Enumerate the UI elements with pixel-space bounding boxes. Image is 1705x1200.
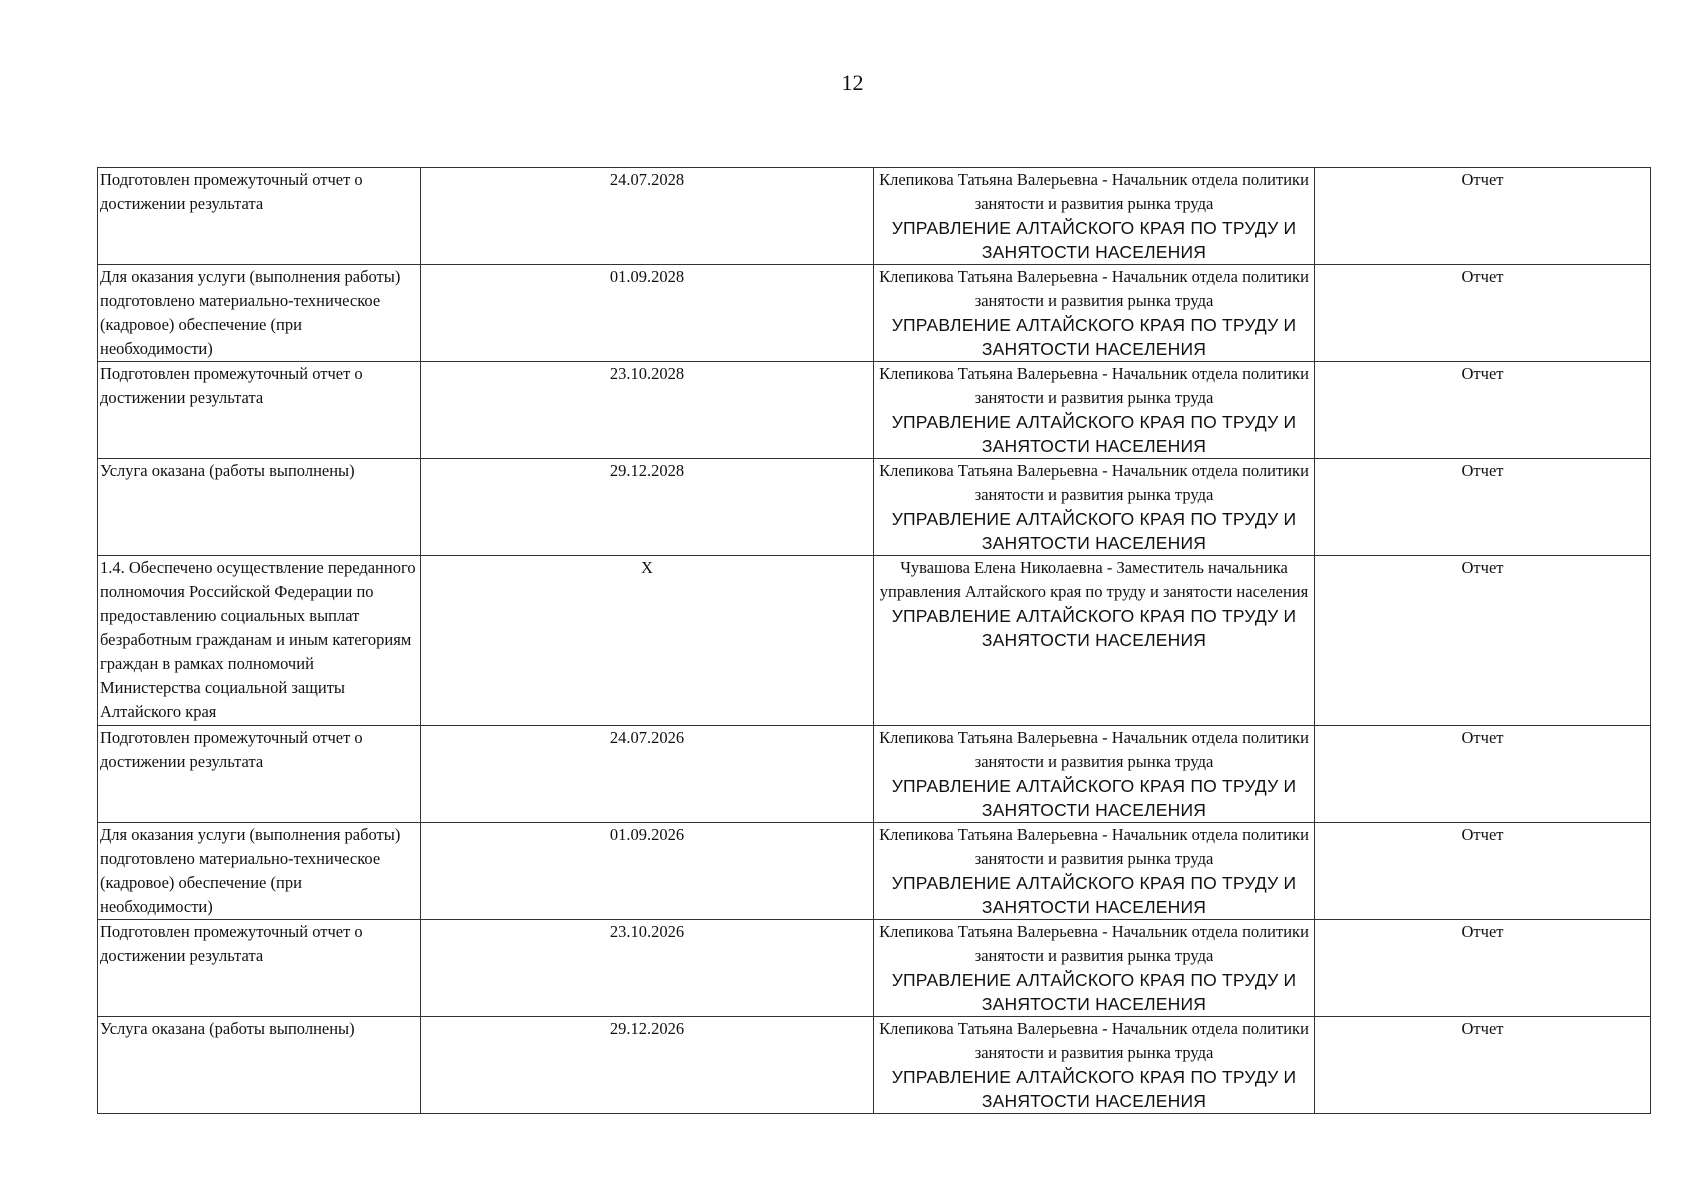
table-row <box>98 168 1651 265</box>
responsible-organization: УПРАВЛЕНИЕ АЛТАЙСКОГО КРАЯ ПО ТРУДУ И ЗАНЯТОСТИ НАСЕЛЕНИЯ <box>891 776 1297 820</box>
table-row <box>98 920 1651 1017</box>
responsible-cell <box>874 168 1315 265</box>
responsible-person: Клепикова Татьяна Валерьевна - Начальник отдела политики занятости и развития рынка труда <box>879 1019 1309 1062</box>
responsible-organization: УПРАВЛЕНИЕ АЛТАЙСКОГО КРАЯ ПО ТРУДУ И ЗАНЯТОСТИ НАСЕЛЕНИЯ <box>891 873 1297 917</box>
responsible-organization: УПРАВЛЕНИЕ АЛТАЙСКОГО КРАЯ ПО ТРУДУ И ЗАНЯТОСТИ НАСЕЛЕНИЯ <box>891 970 1297 1014</box>
table-row <box>98 459 1651 556</box>
responsible-person: Клепикова Татьяна Валерьевна - Начальник отдела политики занятости и развития рынка труда <box>879 267 1309 310</box>
responsible-cell <box>874 823 1315 920</box>
document-cell: Отчет <box>1315 362 1651 459</box>
date-cell: 01.09.2026 <box>421 823 874 920</box>
document-cell: Отчет <box>1315 459 1651 556</box>
table-row <box>98 1017 1651 1114</box>
responsible-cell <box>874 556 1315 726</box>
document-cell: Отчет <box>1315 920 1651 1017</box>
responsible-cell <box>874 459 1315 556</box>
responsible-organization: УПРАВЛЕНИЕ АЛТАЙСКОГО КРАЯ ПО ТРУДУ И ЗАНЯТОСТИ НАСЕЛЕНИЯ <box>891 606 1297 650</box>
responsible-person: Клепикова Татьяна Валерьевна - Начальник отдела политики занятости и развития рынка труда <box>879 364 1309 407</box>
responsible-cell <box>874 1017 1315 1114</box>
responsible-organization: УПРАВЛЕНИЕ АЛТАЙСКОГО КРАЯ ПО ТРУДУ И ЗАНЯТОСТИ НАСЕЛЕНИЯ <box>891 509 1297 553</box>
responsible-person: Клепикова Татьяна Валерьевна - Начальник отдела политики занятости и развития рынка труда <box>879 461 1309 504</box>
event-cell: Услуга оказана (работы выполнены) <box>98 1017 421 1114</box>
responsible-cell <box>874 726 1315 823</box>
responsible-organization: УПРАВЛЕНИЕ АЛТАЙСКОГО КРАЯ ПО ТРУДУ И ЗАНЯТОСТИ НАСЕЛЕНИЯ <box>891 218 1297 262</box>
event-cell: Для оказания услуги (выполнения работы) подготовлено материально-техническое (кадровое) обеспечение (при необходимости) <box>98 265 421 362</box>
table-row <box>98 362 1651 459</box>
document-cell: Отчет <box>1315 168 1651 265</box>
event-cell: Подготовлен промежуточный отчет о достижении результата <box>98 362 421 459</box>
responsible-organization: УПРАВЛЕНИЕ АЛТАЙСКОГО КРАЯ ПО ТРУДУ И ЗАНЯТОСТИ НАСЕЛЕНИЯ <box>891 315 1297 359</box>
date-cell: 24.07.2028 <box>421 168 874 265</box>
date-cell: X <box>421 556 874 726</box>
responsible-person: Чувашова Елена Николаевна - Заместитель начальника управления Алтайского края по труду и занятости населения <box>879 558 1309 601</box>
event-cell: 1.4. Обеспечено осуществление переданного полномочия Российской Федерации по предоставлению социальных выплат безработным гражданам и иным категориям граждан в рамках полномочий Министерства социальной защиты Алтайского края <box>98 556 421 726</box>
event-cell: Подготовлен промежуточный отчет о достижении результата <box>98 726 421 823</box>
responsible-person: Клепикова Татьяна Валерьевна - Начальник отдела политики занятости и развития рынка труда <box>879 728 1309 771</box>
event-cell: Услуга оказана (работы выполнены) <box>98 459 421 556</box>
plan-table <box>97 167 1651 1114</box>
date-cell: 01.09.2028 <box>421 265 874 362</box>
responsible-organization: УПРАВЛЕНИЕ АЛТАЙСКОГО КРАЯ ПО ТРУДУ И ЗАНЯТОСТИ НАСЕЛЕНИЯ <box>891 1067 1297 1111</box>
table-row <box>98 265 1651 362</box>
date-cell: 29.12.2028 <box>421 459 874 556</box>
document-cell: Отчет <box>1315 823 1651 920</box>
document-cell: Отчет <box>1315 556 1651 726</box>
document-cell: Отчет <box>1315 1017 1651 1114</box>
event-cell: Для оказания услуги (выполнения работы) подготовлено материально-техническое (кадровое) обеспечение (при необходимости) <box>98 823 421 920</box>
document-cell: Отчет <box>1315 265 1651 362</box>
responsible-person: Клепикова Татьяна Валерьевна - Начальник отдела политики занятости и развития рынка труда <box>879 825 1309 868</box>
table-row <box>98 726 1651 823</box>
date-cell: 23.10.2026 <box>421 920 874 1017</box>
responsible-cell <box>874 265 1315 362</box>
date-cell: 29.12.2026 <box>421 1017 874 1114</box>
event-cell: Подготовлен промежуточный отчет о достижении результата <box>98 920 421 1017</box>
event-cell: Подготовлен промежуточный отчет о достижении результата <box>98 168 421 265</box>
table-row <box>98 556 1651 726</box>
responsible-organization: УПРАВЛЕНИЕ АЛТАЙСКОГО КРАЯ ПО ТРУДУ И ЗАНЯТОСТИ НАСЕЛЕНИЯ <box>891 412 1297 456</box>
responsible-person: Клепикова Татьяна Валерьевна - Начальник отдела политики занятости и развития рынка труда <box>879 922 1309 965</box>
page-number: 12 <box>841 70 864 95</box>
date-cell: 23.10.2028 <box>421 362 874 459</box>
responsible-cell <box>874 362 1315 459</box>
responsible-person: Клепикова Татьяна Валерьевна - Начальник отдела политики занятости и развития рынка труда <box>879 170 1309 213</box>
responsible-cell <box>874 920 1315 1017</box>
table-row <box>98 823 1651 920</box>
date-cell: 24.07.2026 <box>421 726 874 823</box>
document-cell: Отчет <box>1315 726 1651 823</box>
